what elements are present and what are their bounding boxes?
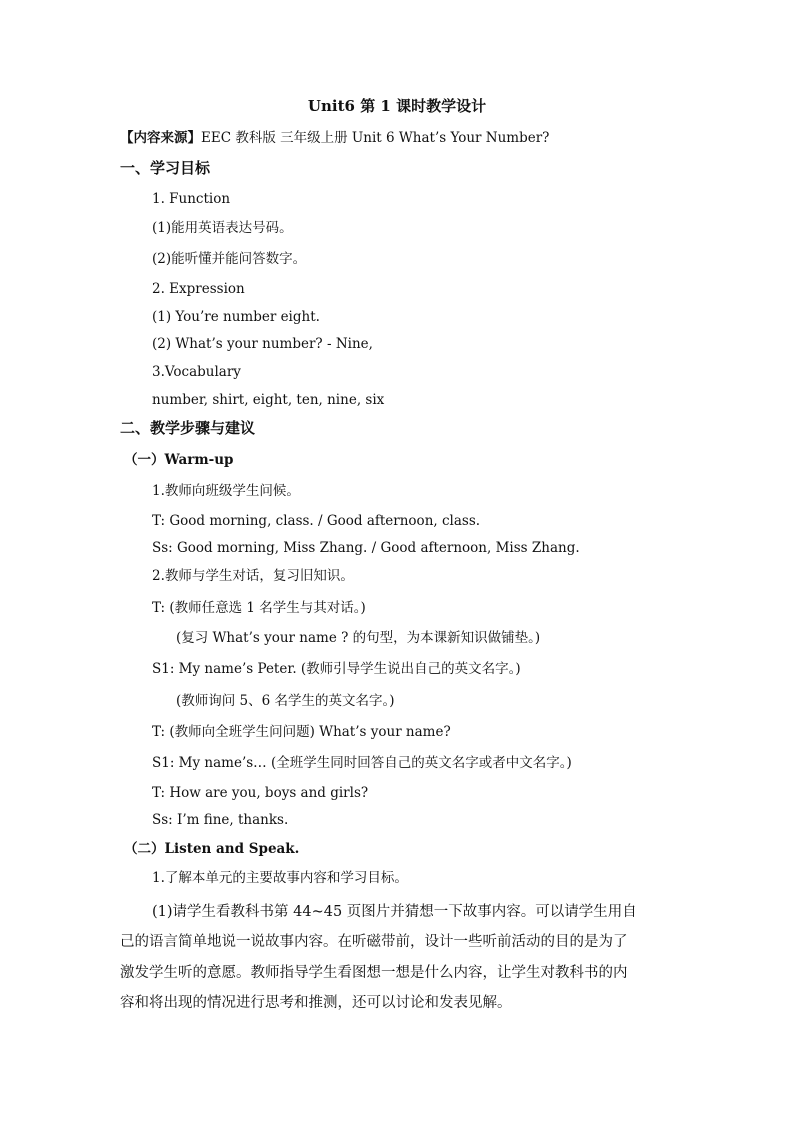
warmup-line: Ss: Good morning, Miss Zhang. / Good afternoon, Miss Zhang. [152, 540, 580, 556]
listen-paragraph-line: 激发学生听的意愿。教师指导学生看图想一想是什么内容，让学生对教科书的内 [120, 965, 628, 981]
objective-line: 2. Expression [152, 281, 245, 297]
listen-paragraph-line: 己的语言简单地说一说故事内容。在听磁带前，设计一些听前活动的目的是为了 [120, 934, 628, 950]
listen-paragraph-line: (1)请学生看教科书第 44~45 页图片并猜想一下故事内容。可以请学生用自 [152, 904, 637, 920]
subheading-prefix: （一） [124, 452, 165, 468]
source-label: 【内容来源】 [120, 130, 201, 146]
objective-line: 1. Function [152, 191, 231, 207]
warmup-line: S1: My name’s… (全班学生同时回答自己的英文名字或者中文名字。) [152, 755, 572, 771]
subheading-listen [124, 839, 299, 859]
objective-line: (1)能用英语表达号码。 [152, 220, 293, 236]
warmup-line: 1.教师向班级学生问候。 [152, 483, 300, 499]
warmup-line: Ss: I’m fine, thanks. [152, 812, 289, 828]
warmup-line: (教师询问 5、6 名学生的英文名字。) [176, 693, 395, 709]
subheading-warmup [124, 450, 234, 470]
warmup-line: S1: My name’s Peter. (教师引导学生说出自己的英文名字。) [152, 661, 521, 677]
objective-line: (2) What’s your number? - Nine, [152, 336, 373, 352]
warmup-line: (复习 What’s your name ? 的句型，为本课新知识做铺垫。) [176, 630, 541, 646]
listen-line: 1.了解本单元的主要故事内容和学习目标。 [152, 870, 408, 886]
subheading-text: Listen and Speak. [164, 841, 300, 857]
content-source [120, 128, 549, 148]
objective-line: 3.Vocabulary [152, 364, 241, 380]
section-heading-steps: 二、教学步骤与建议 [120, 419, 256, 437]
objective-line: (2)能听懂并能问答数字。 [152, 251, 307, 267]
warmup-line: 2.教师与学生对话，复习旧知识。 [152, 568, 354, 584]
section-heading-objectives: 一、学习目标 [120, 159, 211, 177]
warmup-line: T: (教师向全班学生问问题) What’s your name? [152, 724, 451, 740]
page-title: Unit6 第 1 课时教学设计 [307, 97, 487, 115]
objective-line: (1) You’re number eight. [152, 309, 320, 325]
subheading-prefix: （二） [124, 841, 165, 857]
warmup-line: T: Good morning, class. / Good afternoon, class. [152, 513, 481, 529]
source-text: EEC 教科版 三年级上册 Unit 6 What’s Your Number? [201, 130, 550, 146]
vocabulary-line: number, shirt, eight, ten, nine, six [152, 392, 385, 408]
subheading-text: Warm-up [164, 452, 234, 468]
warmup-line: T: (教师任意选 1 名学生与其对话。) [152, 600, 366, 616]
listen-paragraph-line: 容和将出现的情况进行思考和推测，还可以讨论和发表见解。 [120, 995, 512, 1011]
warmup-line: T: How are you, boys and girls? [152, 785, 369, 801]
